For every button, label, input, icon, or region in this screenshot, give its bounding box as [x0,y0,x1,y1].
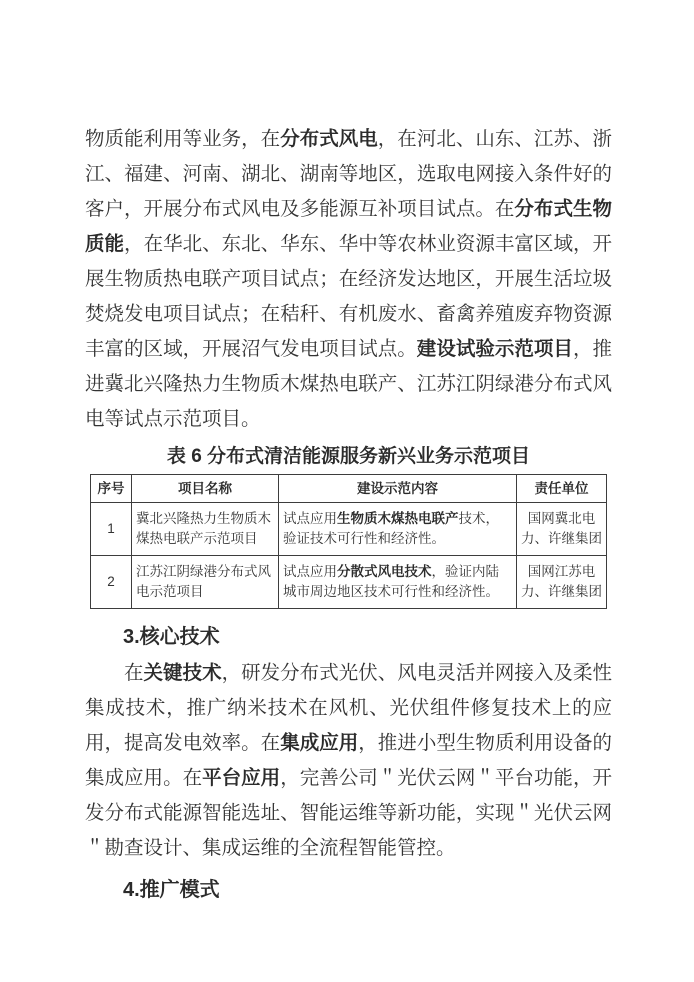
bold-text-segment: 分布式生物质能 [85,198,612,255]
row1-content [279,503,517,556]
row1-no: 1 [91,503,132,556]
row2-no: 2 [91,556,132,609]
text-segment: ，在河北、山东、江苏、浙江、福建、河南、湖北、湖南等地区，选取电网接入条件好的客户，开展分布式风电及多能源互补项目试点。在 [85,128,612,220]
page-content [85,122,612,908]
row2-project-name: 江苏江阴绿港分布式风电示范项目 [132,556,279,609]
table-caption: 表 6 分布式清洁能源服务新兴业务示范项目 [166,446,531,467]
text-segment: ，推进小型生物质利用设备的集成应用。在 [85,732,612,789]
heading-promotion: 4.推广模式 [123,879,220,901]
text-segment: ，验证内陆城市周边地区技术可行性和经济性。 [283,564,499,599]
text-segment: ，推进冀北兴隆热力生物质木煤热电联产、江苏江阴绿港分布式风电等试点示范项目。 [85,338,612,430]
header-cell-content: 建设示范内容 [279,475,517,503]
text-segment: ，在华北、东北、华东、华中等农林业资源丰富区域，开展生物质热电联产项目试点；在经济发达地区，开展生活垃圾焚烧发电项目试点；在秸秆、有机废水、畜禽养殖废弃物资源丰富的区域，开展沼气发电项目试点。 [85,233,612,360]
bold-text-segment: 平台应用 [202,767,281,789]
bold-text-segment: 分散式风电技术 [337,564,432,579]
text-segment: 物质能利用等业务，在 [85,128,281,150]
row1-project-name: 冀北兴隆热力生物质木煤热电联产示范项目 [132,503,279,556]
heading-core-tech: 3.核心技术 [123,626,220,648]
paragraph-core-tech [85,656,612,866]
text-segment: 在 [124,662,144,684]
text-segment: 试点应用 [283,564,337,579]
row2-unit: 国网江苏电力、许继集团 [517,556,607,609]
bold-text-segment: 建设试验示范项目 [416,338,573,360]
row2-content [279,556,517,609]
header-cell-no: 序号 [91,475,132,503]
table-row [91,556,607,609]
text-segment: ，完善公司＂光伏云网＂平台功能，开发分布式能源智能选址、智能运维等新功能，实现＂光伏云网＂勘查设计、集成运维的全流程智能管控。 [85,767,612,859]
text-segment: ，研发分布式光伏、风电灵活并网接入及柔性集成技术，推广纳米技术在风机、光伏组件修复技术上的应用，提高发电效率。在 [85,662,612,754]
header-cell-name: 项目名称 [132,475,279,503]
text-segment: 技术，验证技术可行性和经济性。 [283,511,499,546]
bold-text-segment: 集成应用 [280,732,359,754]
demo-projects-table [90,474,607,609]
bold-text-segment: 生物质木煤热电联产 [337,511,459,526]
row1-unit: 国网冀北电力、许继集团 [517,503,607,556]
bold-text-segment: 分布式风电 [280,128,378,150]
paragraph-intro [85,122,612,437]
text-segment: 试点应用 [283,511,337,526]
table-row [91,503,607,556]
header-cell-unit: 责任单位 [517,475,607,503]
table-header-row [91,475,607,503]
bold-text-segment: 关键技术 [143,662,222,684]
